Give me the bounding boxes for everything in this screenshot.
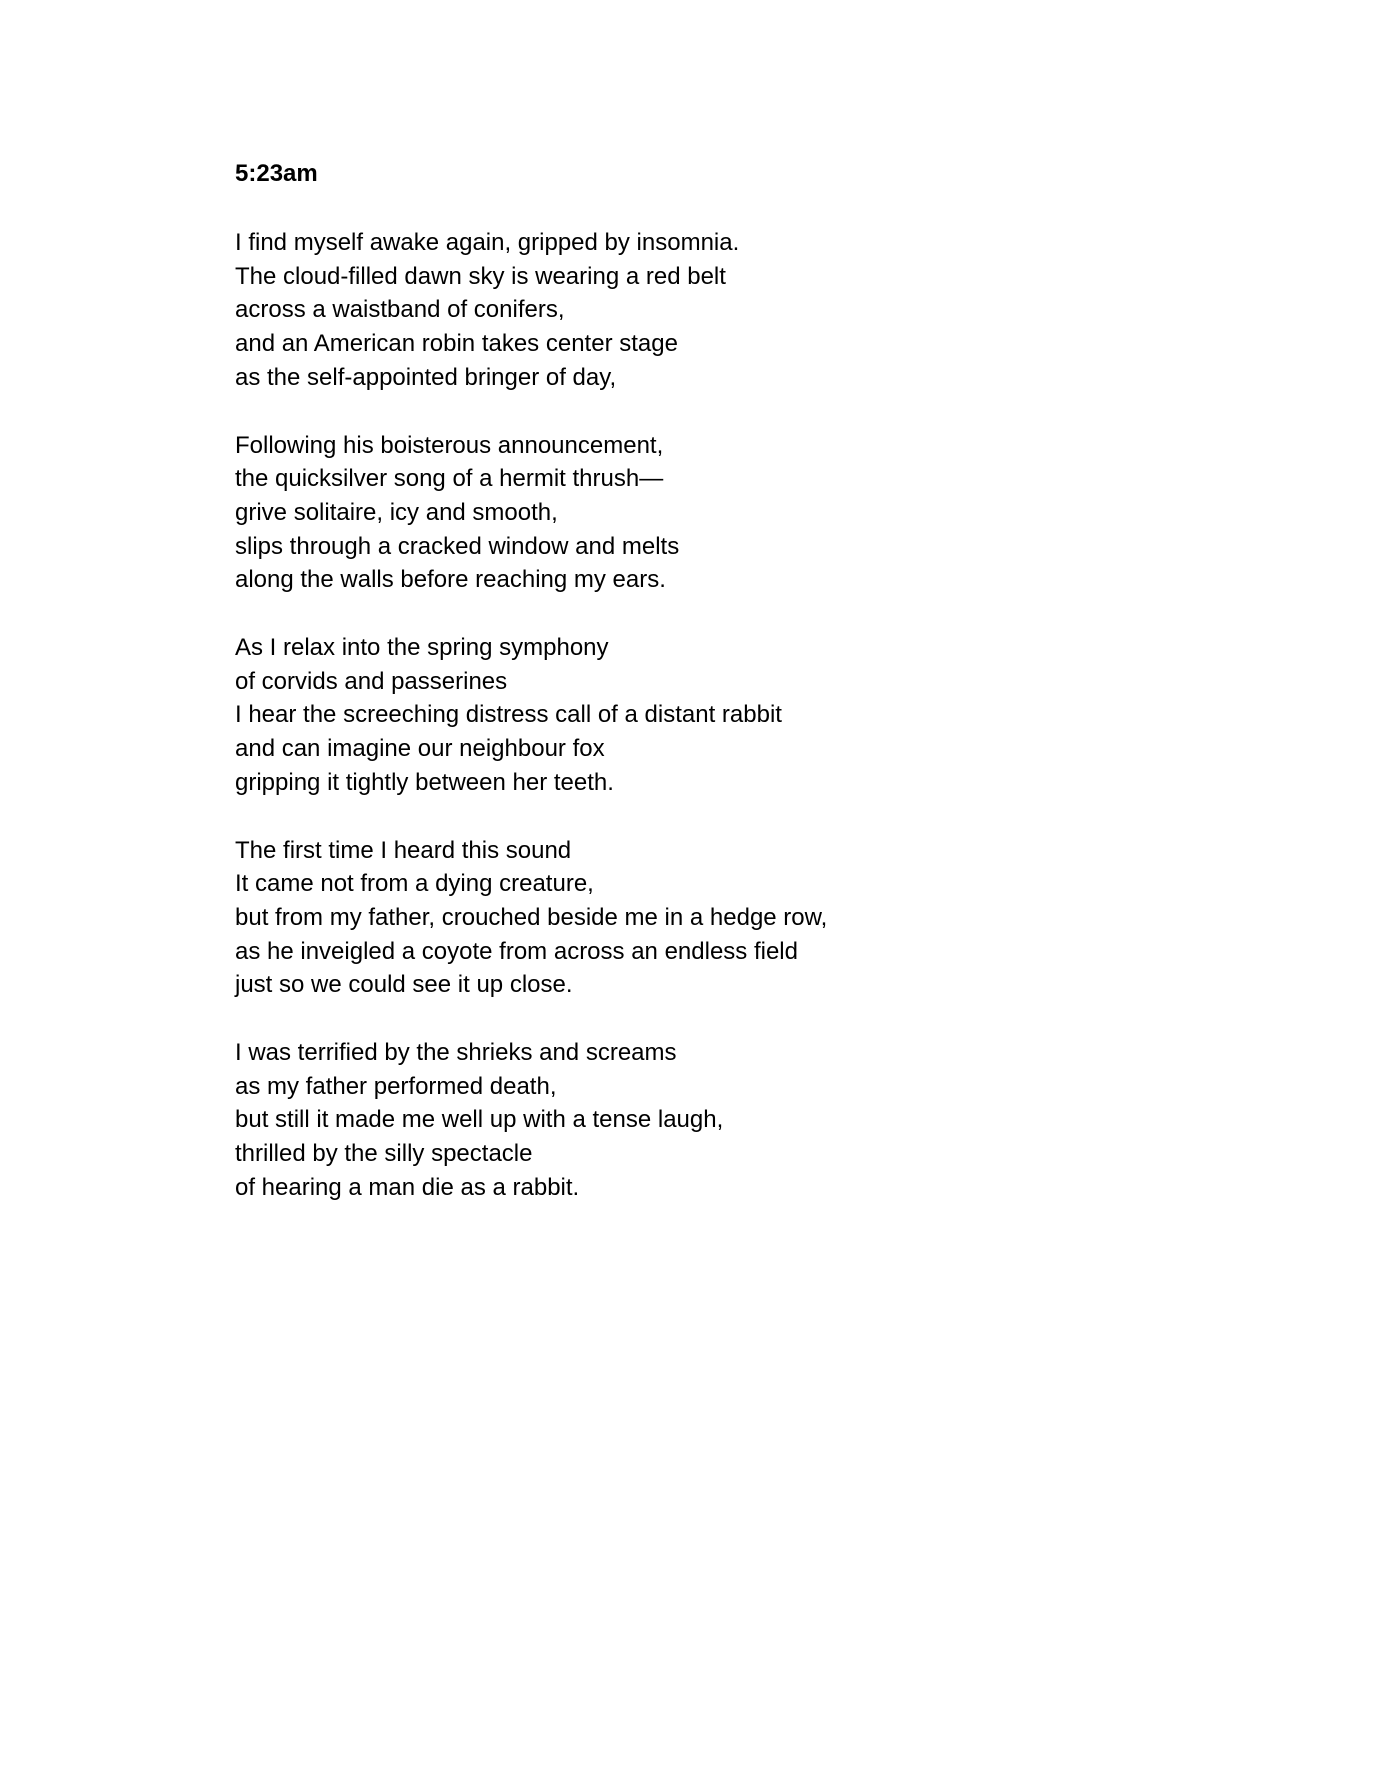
poem-line: and an American robin takes center stage xyxy=(235,330,678,358)
poem-title: 5:23am xyxy=(235,160,318,187)
poem-line: I hear the screeching distress call of a distant rabbit xyxy=(235,701,782,729)
poem-line: as the self-appointed bringer of day, xyxy=(235,363,617,391)
poem-line: as he inveigled a coyote from across an endless field xyxy=(235,937,798,965)
poem-line: but from my father, crouched beside me in a hedge row, xyxy=(235,903,828,931)
poem-line: As I relax into the spring symphony xyxy=(235,634,609,662)
poem-line: slips through a cracked window and melts xyxy=(235,532,680,560)
poem xyxy=(235,158,1235,1239)
poem-line: across a waistband of conifers, xyxy=(235,296,565,324)
poem-line: grive solitaire, icy and smooth, xyxy=(235,498,558,526)
poem-line: but still it made me well up with a tense laugh, xyxy=(235,1106,724,1134)
stanza-3 xyxy=(235,631,1235,800)
poem-line: gripping it tightly between her teeth. xyxy=(235,768,614,796)
poem-line: and can imagine our neighbour fox xyxy=(235,735,605,763)
poem-line: as my father performed death, xyxy=(235,1072,557,1100)
poem-line: along the walls before reaching my ears. xyxy=(235,566,666,594)
poem-line: of hearing a man die as a rabbit. xyxy=(235,1173,580,1201)
poem-line: just so we could see it up close. xyxy=(235,971,573,999)
stanza-4 xyxy=(235,834,1235,1003)
poem-line: the quicksilver song of a hermit thrush— xyxy=(235,465,664,493)
poem-line: of corvids and passerines xyxy=(235,667,508,695)
stanza-1 xyxy=(235,226,1235,395)
poem-line: The first time I heard this sound xyxy=(235,836,572,864)
poem-line: I was terrified by the shrieks and screams xyxy=(235,1039,677,1067)
poem-line: The cloud-filled dawn sky is wearing a red belt xyxy=(235,262,726,290)
stanza-2 xyxy=(235,429,1235,598)
stanza-5 xyxy=(235,1036,1235,1205)
poem-line: I find myself awake again, gripped by insomnia. xyxy=(235,229,740,256)
poem-line: thrilled by the silly spectacle xyxy=(235,1140,533,1168)
poem-line: It came not from a dying creature, xyxy=(235,870,594,898)
poem-line: Following his boisterous announcement, xyxy=(235,431,664,459)
